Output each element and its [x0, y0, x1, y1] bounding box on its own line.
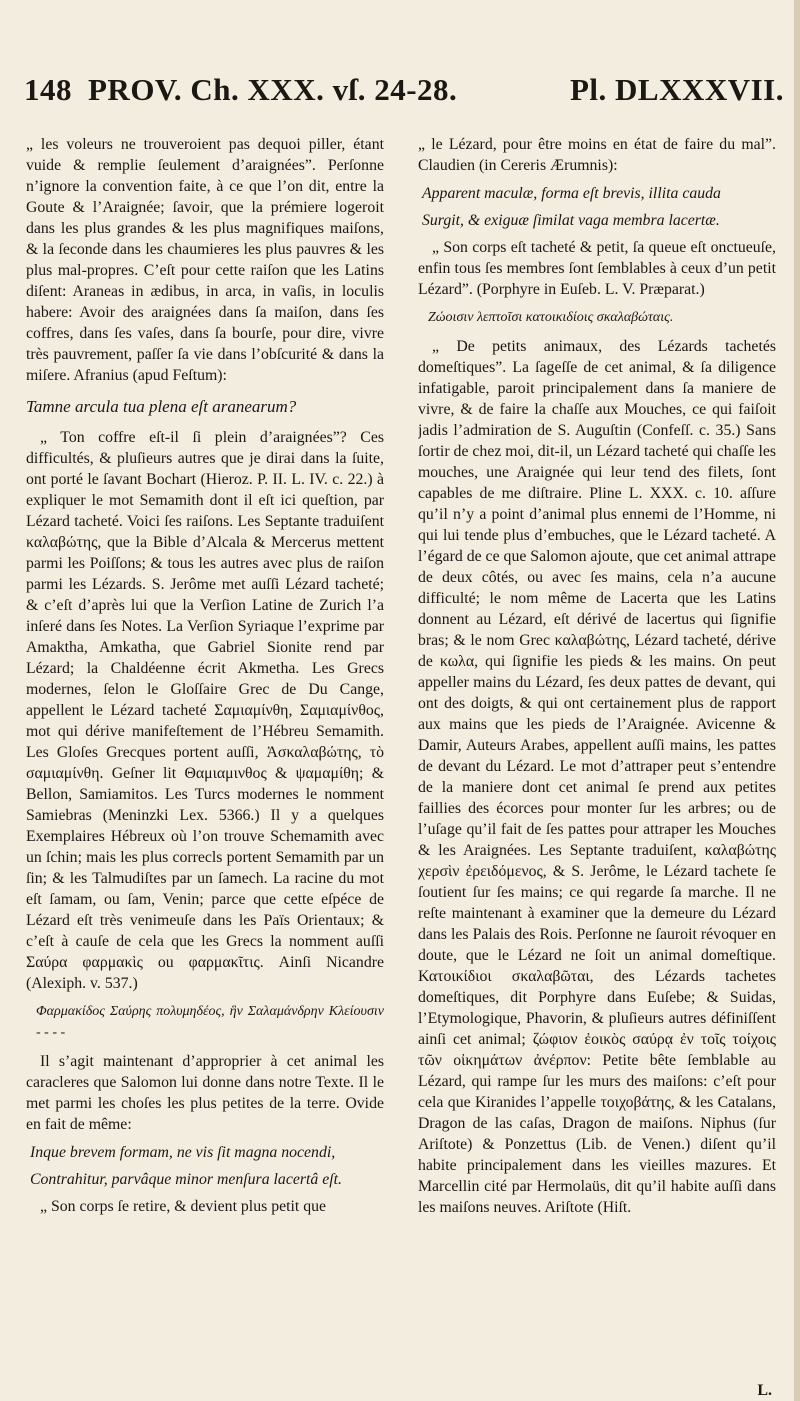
paragraph: „ Son corps eſt tacheté & petit, ſa queue eſt onctueuſe, enfin tous ſes membres ſont ſemblables à ceux d’un petit Lézard”. (Porphyre in Euſeb. L. V. Præparat.): [418, 239, 776, 298]
running-title: PROV. Ch. XXX. vſ. 24-28.: [88, 72, 458, 107]
paragraph: „ De petits animaux, des Lézards tachetés domeſtiques”. La ſageſſe de cet animal, & ſa diligence infatigable, paroit principalement dans ſa maniere de vivre, & de faire la chaſſe aux Mouches, ce qui faiſoit jadis l’admiration de S. Auguſtin (Confeſſ. c. 35.) Sans ſortir de chez moi, dit-il, un Lézard tacheté qui chaſſe les mouches, une Araignée qui leur tend des filets, ſont capables de me diſtraire. Pline L. XXX. c. 10. aſſure qu’il n’y a point d’animal plus ennemi de l’Homme, ni qui lui tende plus d’embuches, que le Lézard tacheté. A l’égard de ce que Salomon ajoute, que cet animal attrape de deux côtés, ou avec ſes mains, cela n’a aucune difficulté; le nom même de Lacerta que les Latins donnent au Lézard, eſt dérivé de lacertus qui ſignifie bras; & le nom Grec καλαβώτης, Lézard tacheté, dérive de κωλα, qui ſignifie les pieds & les mains. On peut appeller mains du Lézard, ſes deux pattes de devant, qui ont des doigts, & qui ont certainement plus de rapport aux mains que les pieds de l’Araignée. Avicenne & Damir, Auteurs Arabes, appellent auſſi mains, les pattes de devant du Lézard. Le mot d’attraper peut s’entendre de la maniere dont cet animal ſe prend aux petites faillies des écorces pour monter ſur les arbres; ou de l’uſage qu’il fait de ſes pattes pour attraper les Mouches & les Araignées. Les Septante traduiſent, καλαβώτης χερσὶν ἐρειδόμενος, & S. Jerôme, le Lézard tachete ſe ſoutient ſur ſes mains; ce qui regarde ſa marche. Il ne reſte maintenant à examiner que la demeure du Lézard dans les Palais des Rois. Perſonne ne ſauroit révoquer en doute, que le Lézard ne ſoit un animal domeſtique. Κατοικίδιοι σκαλαβῶται, des Lézards tachetes domeſtiques, dit Porphyre dans Euſebe; & Suidas, l’Etymologique, Phavorin, & pluſieurs autres définiſſent ainſi cet animal; ζώφιον ἐοικὸς σαύρᾳ ἐν τοῖς τοίχοις τῶν οἰκημάτων ἀνέρπον: Petite bête ſemblable au Lézard, qui rampe ſur les murs des maiſons: c’eſt pour cela que Kiranides l’appelle τοιχοβάτης, & les Catalans, Dragon de las caſas, Dragon de maiſons. Niphus (ſur Ariſtote) & Ponzettus (Lib. de Venen.) diſent qu’il habite principalement dans les vieilles mazures. Et Marcellin cité par Hermolaüs, dit qu’il habite auſſi dans les maiſons neuves. Ariſtote (Hiſt.: [418, 338, 776, 1216]
plate-number: Pl. DLXXXVII.: [569, 72, 784, 107]
verse-line: Surgit, & exiguæ ſimilat vaga membra lacertæ.: [422, 212, 720, 229]
running-header: [24, 72, 784, 120]
greek-line: Φαρμακίδος Σαύρης πολυμηδέος, ἣν Σαλαμάνδρην Κλείουσιν - - - -: [36, 1004, 384, 1040]
verse-line: Contrahitur, parvâque minor menſura lacertâ eſt.: [30, 1171, 342, 1188]
paragraph: „ les voleurs ne trouveroient pas dequoi piller, étant vuide & remplie ſeulement d’araignées”. Perſonne n’ignore la convention faite, à ce que l’on dit, entre la Goute & l’Araignée; ſavoir, que la prémiere logeroit dans les plus grandes & les plus magnifiques maiſons, & la ſeconde dans les chaumieres les plus pauvres & les plus mal-propres. C’eſt pour cette raiſon que les Latins diſent: Araneas in ædibus, in arca, in vaſis, in loculis habere: Avoir des araignées dans ſa maiſon, dans ſes coffres, dans ſes vaſes, dans ſa bourſe, pour dire, vivre très pauvrement, paſſer ſa vie dans l’obſcurité & dans la miſere. Afranius (apud Feſtum):: [26, 136, 384, 384]
catchword: L.: [757, 1382, 772, 1399]
page-number: 148: [24, 72, 72, 107]
page-edge: [794, 0, 800, 1401]
quoteline-line: Tamne arcula tua plena eſt aranearum?: [26, 397, 297, 416]
verse-line: Apparent maculæ, forma eſt brevis, illita cauda: [422, 185, 721, 202]
left-column: [26, 134, 384, 1379]
right-column: [418, 134, 776, 1379]
paragraph: „ le Lézard, pour être moins en état de faire du mal”. Claudien (in Cereris Ærumnis):: [418, 136, 776, 174]
verse-line: Inque brevem formam, ne vis ſit magna nocendi,: [30, 1144, 336, 1161]
paragraph: Il s’agit maintenant d’approprier à cet animal les caracleres que Salomon lui donne dans notre Texte. Il le met parmi les choſes les plus petites de la terre. Ovide en fait de même:: [26, 1053, 384, 1133]
paragraph: „ Son corps ſe retire, & devient plus petit que: [40, 1198, 327, 1215]
greek-line: Ζώοισιν λεπτοῖσι κατοικιδίοις σκαλαβώταις.: [428, 310, 674, 325]
paragraph: „ Ton coffre eſt-il ſi plein d’araignées”? Ces difficultés, & pluſieurs autres que je dirai dans la ſuite, ont porté le ſavant Bochart (Hieroz. P. II. L. IV. c. 22.) à expliquer le mot Semamith dont il eſt ici queſtion, par Lézard tacheté. Voici ſes raiſons. Les Septante traduiſent καλαβώτης, que la Bible d’Alcala & Mercerus mettent parmi les Poiſſons; & tous les autres avec plus de raiſon parmi les Lézards. S. Jerôme met auſſi Lézard tacheté; & c’eſt d’après lui que la Verſion Latine de Zurich l’a inſeré dans ſes Notes. La Verſion Syriaque l’exprime par Amaktha, Amkatha, que Gabriel Sionite rend par Lézard; la Chaldéenne écrit Akmetha. Les Grecs modernes, ſelon le Gloſſaire Grec de Du Cange, appellent le Lézard tacheté Σαμιαμίνθη, Σαμιαμίνθος, mot qui dérive manifeſtement de l’Hébreu Semamith. Les Gloſes Grecques portent auſſi, Ἀσκαλαβώτης, τὸ σαμιαμίνθη. Geſner lit Θαμιαμινθος & ψαμαμίθη; & Bellon, Samiamitos. Les Turcs modernes le nomment Samiebras (Meninzki Lex. 5366.) Il y a quelques Exemplaires Hébreux où l’on trouve Schemamith avec un ſchin; mais les plus correcls portent Semamith par un ſin; & les Talmudiſtes par un ſamech. La racine du mot eſt ſamam, ou ſam, Venin; parce que cette eſpéce de Lézard eſt très venimeuſe dans les Païs Orientaux; & c’eſt à cauſe de cela que les Grecs la nomment auſſi Σαύρα φαρμακὶς ou φαρμακῖτις. Ainſi Nicandre (Alexiph. v. 537.): [26, 429, 384, 992]
